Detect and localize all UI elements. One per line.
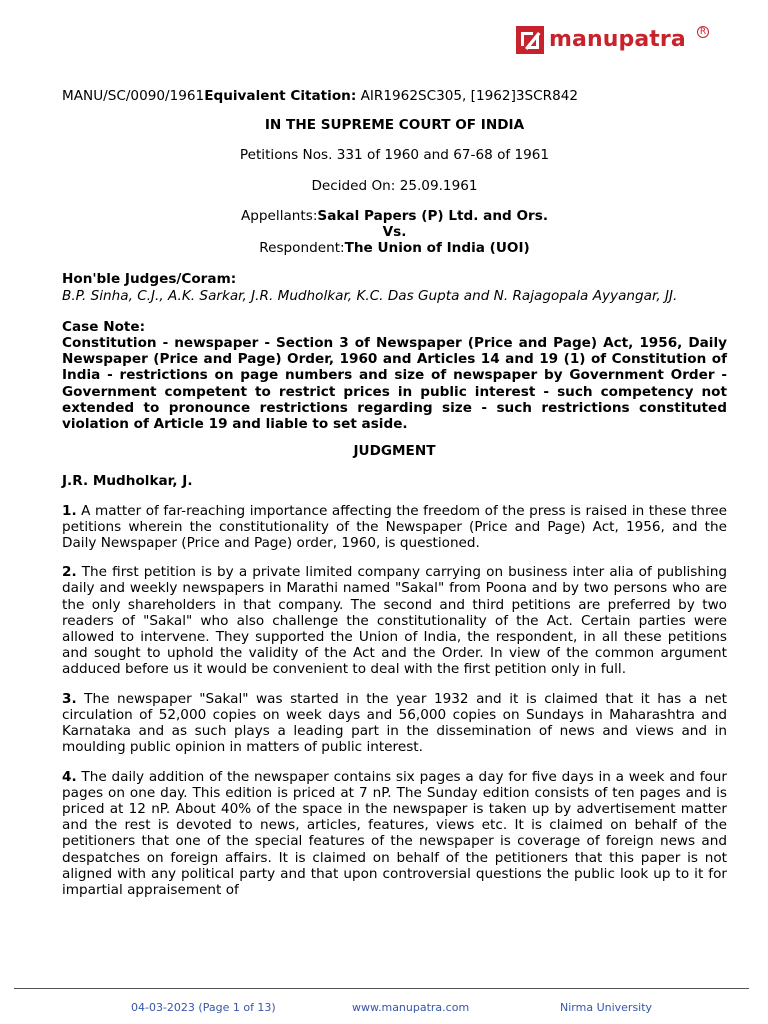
respondent-line [62,240,727,256]
paragraph-1 [62,503,727,552]
appellants-label: Appellants: [241,207,318,224]
footer-divider [14,988,749,989]
coram-heading: Hon'ble Judges/Coram: [62,271,237,288]
paragraph-number: 2. [62,564,77,581]
appellants-line [62,208,727,224]
paragraph-number: 3. [62,690,77,707]
manupatra-logo-text: manupatra [549,27,686,52]
paragraph-number: 4. [62,768,77,785]
document-body [62,88,727,911]
paragraph-number: 1. [62,502,77,519]
footer-website-link[interactable]: www.manupatra.com [352,1001,470,1014]
paragraph-text: The daily addition of the newspaper contains six pages a day for five days in a week and four pages on one day. This edition is priced at 7 nP. The Sunday edition consists of ten pages and is priced at 12 nP. About 40% of the space in the newspaper is taken up by advertisement matter and the rest is devoted to news, articles, features, views etc. It is claimed on behalf of the petitioners that one of the special features of the newspaper is coverage of foreign news and despatches on foreign affairs. It is claimed on behalf of the petitioners that this paper is not aligned with any political party and that upon controversial questions the public look up to it for impartial appraisement of [62,768,727,898]
parties-block [62,208,727,257]
judgment-author: J.R. Mudholkar, J. [62,473,193,490]
versus-label: Vs. [382,224,407,241]
manupatra-logo [516,26,711,54]
decided-date: Decided On: 25.09.1961 [311,177,478,194]
judgment-title: JUDGMENT [353,443,436,460]
footer-page-info: 04-03-2023 (Page 1 of 13) [131,1001,276,1014]
citation-line [62,88,727,104]
manupatra-logo-mark-icon [516,26,544,54]
paragraph-3 [62,691,727,756]
paragraph-text: The first petition is by a private limited company carrying on business inter alia of publishing daily and weekly newspapers in Marathi named "Sakal" from Poona and by two persons who are the only shareholders in that company. The second and third petitions are preferred by two readers of "Sakal" who also challenge the constitutionality of the Act. Certain parties were allowed to intervene. They supported the Union of India, the respondent, in all these petitions and sought to uphold the validity of the Act and the Order. In view of the common argument adduced before us it would be convenient to deal with the first petition only in full. [62,564,727,678]
respondent-label: Respondent: [259,240,345,257]
footer-licensee: Nirma University [560,1001,653,1014]
registered-mark: R [697,26,709,38]
equivalent-citation-value: AIR1962SC305, [1962]3SCR842 [356,88,579,104]
court-name: IN THE SUPREME COURT OF INDIA [264,117,525,134]
paragraph-text: A matter of far-reaching importance affecting the freedom of the press is raised in these three petitions wherein the constitutionality of the Newspaper (Price and Page) Act, 1956, and the Daily Newspaper (Price and Page) order, 1960, is questioned. [62,502,727,552]
appellants-name: Sakal Papers (P) Ltd. and Ors. [317,207,548,224]
case-note-heading: Case Note: [62,318,146,335]
paragraph-text: The newspaper "Sakal" was started in the year 1932 and it is claimed that it has a net circulation of 52,000 copies on week days and 56,000 copies on Sundays in Maharashtra and Karnataka and as such plays a leading part in the dissemination of news and views and in moulding public opinion in matters of public interest. [62,690,727,756]
versus [62,224,727,240]
manu-citation: MANU/SC/0090/1961 [62,88,205,104]
paragraph-2 [62,564,727,677]
petition-numbers: Petitions Nos. 331 of 1960 and 67-68 of 1961 [239,147,550,164]
coram-judges: B.P. Sinha, C.J., A.K. Sarkar, J.R. Mudholkar, K.C. Das Gupta and N. Rajagopala Ayyangar, JJ. [62,287,678,304]
case-note-text: Constitution - newspaper - Section 3 of Newspaper (Price and Page) Act, 1956, Daily Newspaper (Price and Page) Order, 1960 and Articles 14 and 19 (1) of Constitution of India - restrictions on page numbers and size of newspaper by Government Order - Government competent to restrict prices in public interest - such competency not extended to pronounce restrictions regarding size - such restrictions constituted violation of Article 19 and liable to set aside. [62,335,727,433]
paragraph-4 [62,769,727,899]
equivalent-citation-label: Equivalent Citation: [204,88,357,104]
respondent-name: The Union of India (UOI) [344,240,530,257]
